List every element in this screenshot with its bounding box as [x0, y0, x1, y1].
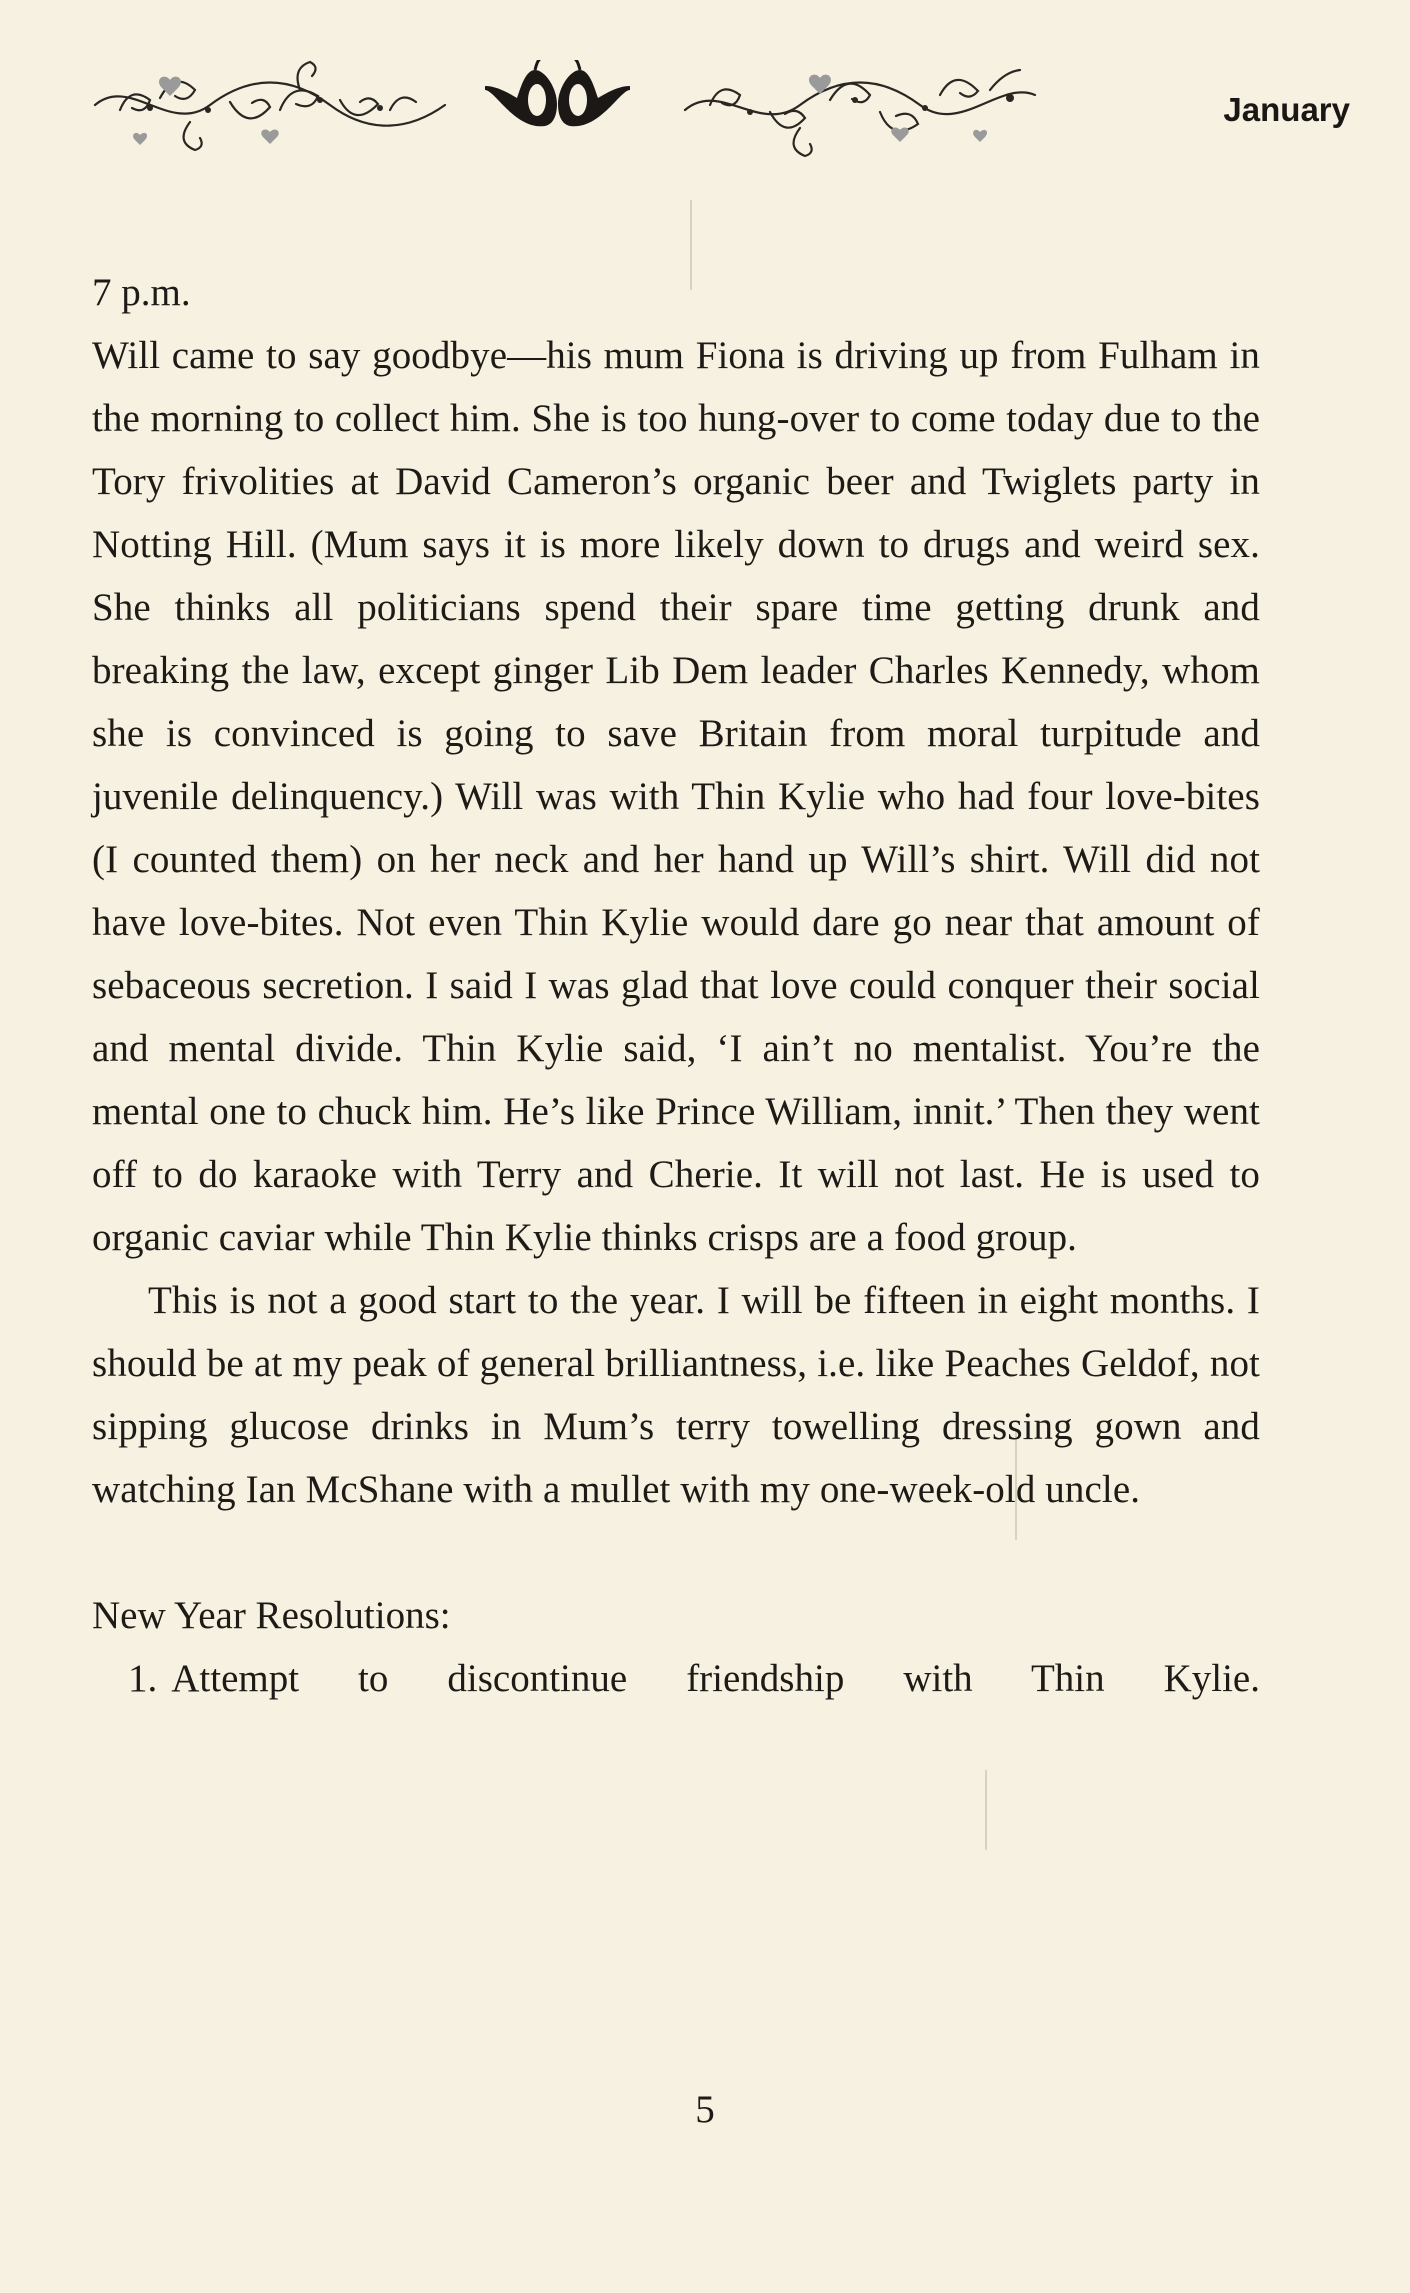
- running-head: January: [1223, 91, 1350, 128]
- floral-vine-ornament-left: [90, 50, 450, 160]
- floral-vine-ornament-right: [680, 50, 1040, 160]
- page-header: [90, 50, 1350, 160]
- bra-icon: [475, 60, 640, 140]
- entry-timestamp: 7 p.m.: [92, 271, 191, 314]
- resolution-text: Attempt to discontinue friendship with Thin Kylie.: [171, 1657, 1260, 1700]
- resolution-number: 1.: [128, 1657, 158, 1700]
- entry-paragraph: This is not a good start to the year. I will be fifteen in eight months. I should be at my peak of general brilliantness, i.e. like Peaches Geldof, not sipping glucose drinks in Mum’s terry towelling dressing gown and watching Ian McShane with a mullet with my one-week-old uncle.: [92, 1279, 1260, 1511]
- resolution-item: [92, 1647, 1260, 1710]
- page-number: 5: [695, 2088, 715, 2131]
- entry-paragraph: Will came to say goodbye—his mum Fiona is driving up from Fulham in the morning to collect him. She is too hung-over to come today due to the Tory frivolities at David Cameron’s organic beer and Twiglets party in Notting Hill. (Mum says it is more likely down to drugs and weird sex. She thinks all politicians spend their spare time getting drunk and breaking the law, except ginger Lib Dem leader Charles Kennedy, whom she is convinced is going to save Britain from moral turpitude and juvenile delinquency.) Will was with Thin Kylie who had four love-bites (I counted them) on her neck and her hand up Will’s shirt. Will did not have love-bites. Not even Thin Kylie would dare go near that amount of sebaceous secretion. I said I was glad that love could conquer their social and mental divide. Thin Kylie said, ‘I ain’t no mentalist. You’re the mental one to chuck him. He’s like Prince William, innit.’ Then they went off to do karaoke with Terry and Cherie. It will not last. He is used to organic caviar while Thin Kylie thinks crisps are a food group.: [92, 334, 1260, 1259]
- resolutions-heading: New Year Resolutions:: [92, 1594, 451, 1637]
- scan-line: [985, 1770, 987, 1850]
- text-block: [92, 262, 1260, 1710]
